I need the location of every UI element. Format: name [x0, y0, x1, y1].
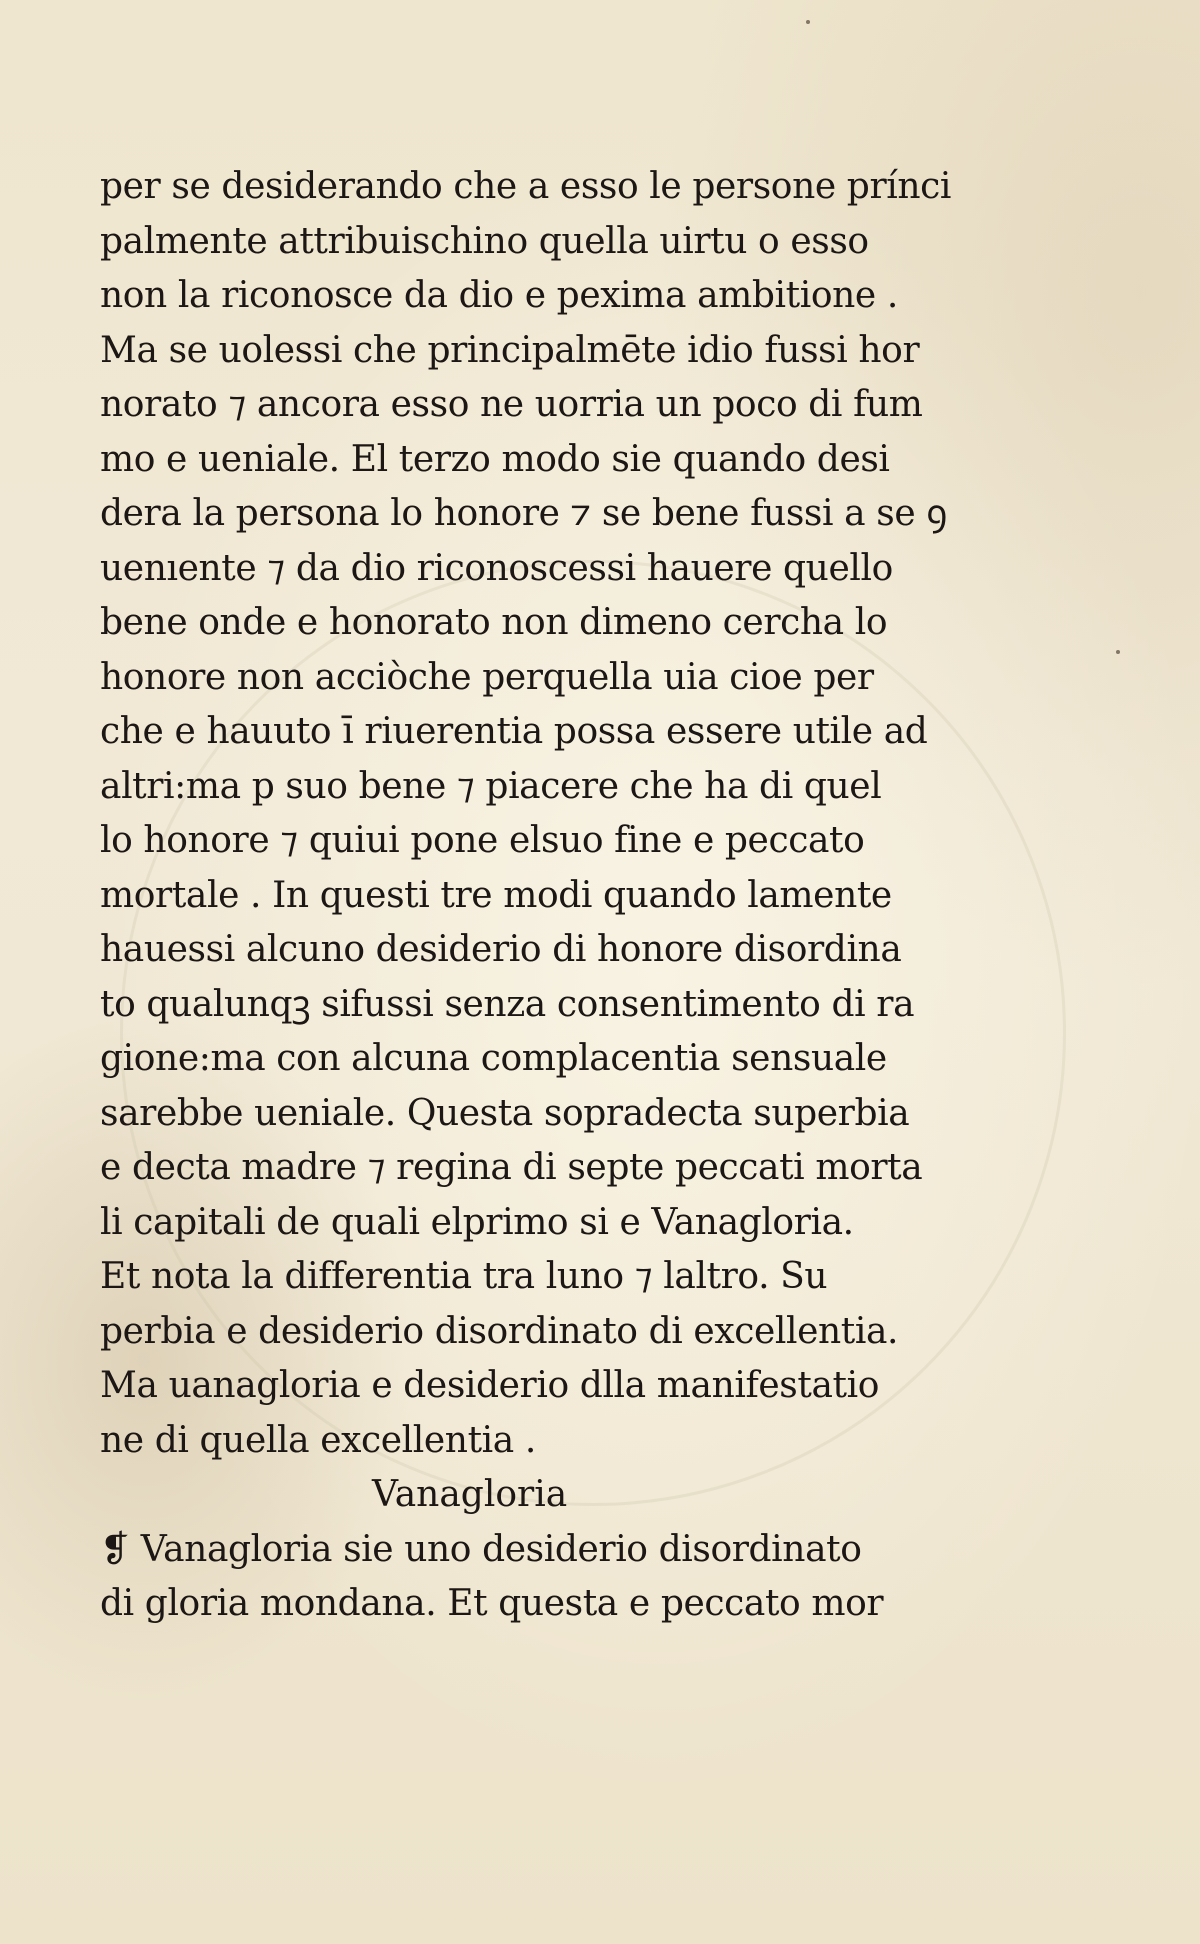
text-column: [100, 160, 960, 1632]
text-line: mortale . In questi tre modi quando lamente: [100, 874, 892, 916]
text-line: mo e ueniale. El terzo modo sie quando desi: [100, 438, 890, 480]
text-line: ne di quella excellentia .: [100, 1419, 536, 1461]
text-line: altri:ma p suo bene ⁊ piacere che ha di quel: [100, 765, 882, 807]
text-line: ❡ Vanagloria sie uno desiderio disordinato: [100, 1528, 862, 1570]
text-line: uenıente ⁊ da dio riconoscessi hauere quello: [100, 547, 893, 589]
text-line: norato ⁊ ancora esso ne uorria un poco di fum: [100, 384, 923, 425]
text-line: to qualunqꝫ sifussi senza consentimento di ra: [100, 983, 915, 1025]
text-line: per se desiderando che a esso le persone prínci: [100, 166, 952, 207]
paper-speck: [806, 20, 810, 24]
text-line: Ma se uolessi che principalmēte idio fussi hor: [100, 329, 920, 371]
text-line: sarebbe ueniale. Questa sopradecta superbia: [100, 1092, 910, 1134]
text-line: lo honore ⁊ quiui pone elsuo fine e peccato: [100, 820, 865, 861]
text-line: che e hauuto ī riuerentia possa essere utile ad: [100, 711, 928, 752]
text-line: Ma uanagloria e desiderio dlla manifestatio: [100, 1365, 879, 1406]
text-line: honore non acciòche perquella uia cioe per: [100, 656, 874, 698]
text-line: perbia e desiderio disordinato di excellentia.: [100, 1310, 899, 1352]
paper-speck: [1116, 650, 1120, 654]
text-line: gione:ma con alcuna complacentia sensuale: [100, 1038, 887, 1079]
text-line: dera la persona lo honore ⁊ se bene fussi a se ꝯ: [100, 493, 948, 534]
text-line: e decta madre ⁊ regina di septe peccati morta: [100, 1147, 923, 1188]
text-line: palmente attribuischino quella uirtu o esso: [100, 220, 869, 262]
section-heading: Vanagloria: [372, 1474, 568, 1515]
text-line: di gloria mondana. Et questa e peccato mor: [100, 1583, 884, 1624]
text-line: hauessi alcuno desiderio di honore disordina: [100, 929, 902, 970]
text-line: non la riconosce da dio e pexima ambitione .: [100, 275, 898, 316]
text-line: li capitali de quali elprimo si e Vanagloria.: [100, 1201, 854, 1243]
text-line: bene onde e honorato non dimeno cercha lo: [100, 602, 888, 643]
text-line: Et nota la differentia tra luno ⁊ laltro. Su: [100, 1256, 828, 1297]
